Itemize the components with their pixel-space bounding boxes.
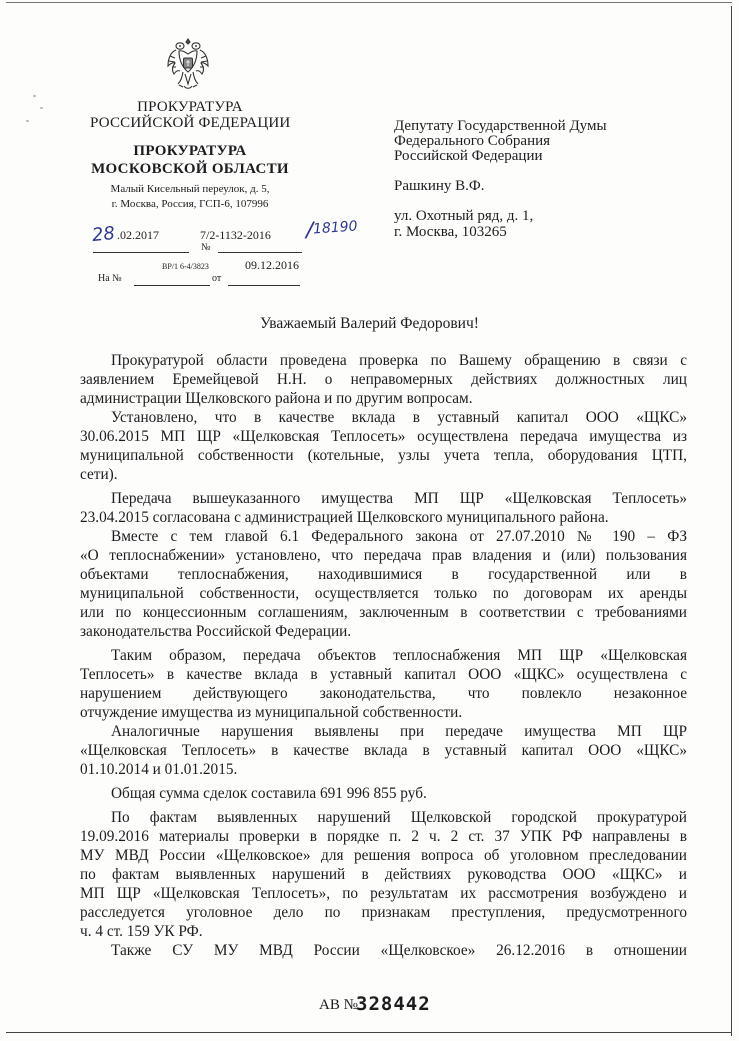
letterhead-address-line1: Малый Кисельный переулок, д. 5, — [110, 183, 270, 195]
addressee-street: ул. Охотный ряд, д. 1, — [394, 208, 534, 224]
body-line: Прокуратурой области проведена проверка по Вашему обращению в связи с — [111, 352, 687, 369]
body-line: администрации Щелковского района и по другим вопросам. — [80, 390, 473, 407]
reference-date: 09.12.2016 — [245, 258, 299, 272]
form-serial-number: 328442 — [356, 993, 431, 1015]
body-line: «Щелковская Теплосеть» в качестве вклада в уставный капитал ООО «ЩКС» — [80, 742, 687, 759]
body-line: 01.10.2014 и 01.01.2015. — [80, 761, 238, 778]
page-edge-right — [731, 6, 732, 1036]
letterhead-address-line2: г. Москва, Россия, ГСП-6, 107996 — [111, 198, 269, 210]
reference-date-underline — [228, 285, 300, 286]
number-label: № — [201, 242, 211, 253]
body-line: Также СУ МУ МВД России «Щелковское» 26.12.2016 в отношении — [111, 942, 687, 959]
handwritten-slash: / — [303, 217, 316, 244]
handwritten-number: 18190 — [312, 218, 359, 238]
body-line: заявлением Еремейцевой Н.Н. о неправомерных действиях должностных лиц — [80, 371, 687, 388]
letterhead-office-line2: РОССИЙСКОЙ ФЕДЕРАЦИИ — [90, 115, 291, 131]
body-line: «О теплоснабжении» установлено, что передача прав владения и (или) пользования — [80, 547, 687, 564]
body-line: МУ МВД России «Щелковское» для решения вопроса об уголовном преследовании — [80, 847, 687, 864]
body-line: Таким образом, передача объектов теплоснабжения МП ЩР «Щелковская — [111, 647, 687, 664]
form-series-label: АВ № — [319, 997, 358, 1013]
reference-label: На № — [98, 273, 122, 284]
date-underline — [93, 252, 189, 253]
body-line: нарушением действующего законодательства, что повлекло незаконное — [80, 685, 687, 702]
letterhead-regional-line2: МОСКОВСКОЙ ОБЛАСТИ — [91, 161, 289, 177]
body-line: Передача вышеуказанного имущества МП ЩР «Щелковская Теплосеть» — [111, 490, 687, 507]
body-line: отчуждение имущества из муниципальной собственности. — [80, 704, 463, 721]
page-edge-bottom — [6, 1032, 732, 1033]
body-line: 23.04.2015 согласована с администрацией Щелковского муниципального района. — [80, 509, 609, 526]
addressee-line3: Российской Федерации — [394, 148, 543, 164]
body-line: По фактам выявленных нарушений Щелковской городской прокуратурой — [111, 809, 687, 826]
scan-speck — [26, 120, 29, 122]
reference-underline — [134, 285, 210, 286]
addressee-line1: Депутату Государственной Думы — [394, 118, 607, 134]
outgoing-date: .02.2017 — [117, 228, 159, 242]
body-line: ч. 4 ст. 159 УК РФ. — [80, 923, 203, 940]
body-line: сети). — [80, 466, 118, 483]
number-underline — [218, 252, 302, 253]
body-line: расследуется уголовное дело по признакам преступления, предусмотренного — [80, 904, 687, 921]
coat-of-arms-icon — [165, 36, 211, 92]
body-line: МП ЩР «Щелковская Теплосеть», по результатам их рассмотрения возбуждено и — [80, 885, 687, 902]
body-line: 19.09.2016 материалы проверки в порядке п. 2 ч. 2 ст. 37 УПК РФ направлены в — [80, 828, 687, 845]
outgoing-number: 7/2-1132-2016 — [200, 228, 271, 242]
addressee-name: Рашкину В.Ф. — [394, 178, 485, 194]
body-line: муниципальной собственности, осуществляется только по договорам их аренды — [80, 585, 687, 602]
salutation: Уважаемый Валерий Федорович! — [260, 315, 479, 332]
body-line: законодательства Российской Федерации. — [80, 623, 352, 640]
reference-from-label: от — [212, 273, 222, 284]
scan-speck — [33, 95, 36, 97]
addressee-city: г. Москва, 103265 — [394, 224, 507, 240]
addressee-line2: Федерального Собрания — [394, 133, 551, 149]
handwritten-day: 28 — [90, 222, 116, 247]
body-line: или по концессионным соглашениям, заключенным в соответствии с требованиями — [80, 604, 687, 621]
body-line: Аналогичные нарушения выявлены при передаче имущества МП ЩР — [111, 723, 687, 740]
page-edge-top — [6, 2, 732, 3]
letterhead-office-line1: ПРОКУРАТУРА — [137, 99, 243, 115]
body-line: муниципальной собственности (котельные, узлы учета тепла, оборудования ЦТП, — [80, 447, 687, 464]
letterhead-regional-line1: ПРОКУРАТУРА — [133, 143, 247, 159]
scan-speck — [40, 107, 43, 109]
body-line: по фактам выявленных нарушений в действиях руководства ООО «ЩКС» и — [80, 866, 687, 883]
body-line: 30.06.2015 МП ЩР «Щелковская Теплосеть» осуществлена передача имущества из — [80, 428, 687, 445]
reference-number: ВР/1 6-4/3823 — [162, 262, 209, 271]
body-line: Установлено, что в качестве вклада в уставный капитал ООО «ЩКС» — [111, 409, 687, 426]
body-line: Вместе с тем главой 6.1 Федерального закона от 27.07.2010 № 190 – ФЗ — [111, 528, 687, 545]
body-line: Общая сумма сделок составила 691 996 855 руб. — [111, 785, 427, 802]
body-line: объектами теплоснабжения, находившимися в государственной или в — [80, 566, 687, 583]
body-line: Теплосеть» в качестве вклада в уставный капитал ООО «ЩКС» осуществлена с — [80, 666, 687, 683]
